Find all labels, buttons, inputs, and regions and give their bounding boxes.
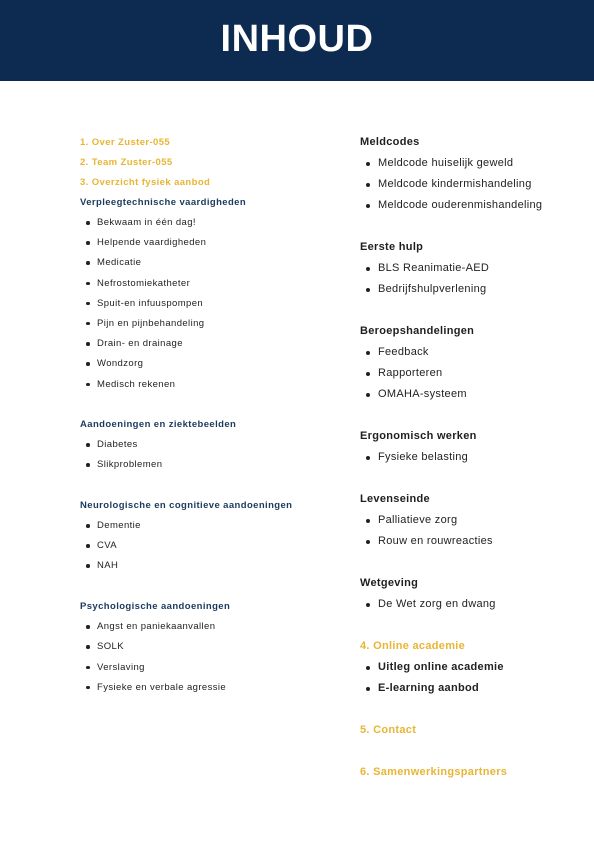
list-item[interactable]: OMAHA-systeem [360, 387, 580, 408]
section-list [360, 345, 580, 408]
section-heading: Wetgeving [360, 577, 419, 589]
section-list [80, 519, 330, 580]
list-item[interactable]: Slikproblemen [80, 458, 330, 478]
toc-link-online-academie[interactable]: 4. Online academie [360, 640, 466, 652]
toc-link-over-zuster[interactable]: 1. Over Zuster-055 [80, 137, 171, 148]
toc-link-samenwerkingspartners[interactable]: 6. Samenwerkingspartners [360, 766, 508, 778]
list-item[interactable]: Verslaving [80, 661, 330, 681]
list-item[interactable]: SOLK [80, 640, 330, 660]
online-academie-list [360, 660, 580, 702]
section-list [80, 438, 330, 478]
list-item[interactable]: Feedback [360, 345, 580, 366]
list-item[interactable]: Bekwaam in één dag! [80, 216, 330, 236]
list-item[interactable]: Spuit-en infuuspompen [80, 297, 330, 317]
toc-link-overzicht-fysiek-aanbod[interactable]: 3. Overzicht fysiek aanbod [80, 177, 211, 188]
page-title: INHOUD [220, 18, 374, 60]
list-item[interactable]: Meldcode ouderenmishandeling [360, 198, 580, 219]
section-heading: Verpleegtechnische vaardigheden [80, 197, 247, 208]
list-item[interactable]: Helpende vaardigheden [80, 236, 330, 256]
list-item[interactable]: Drain- en drainage [80, 337, 330, 357]
list-item[interactable]: Angst en paniekaanvallen [80, 620, 330, 640]
section-heading: Meldcodes [360, 136, 420, 148]
section-list [360, 597, 580, 618]
list-item[interactable]: BLS Reanimatie-AED [360, 261, 580, 282]
list-item[interactable]: Medicatie [80, 256, 330, 276]
list-item[interactable]: Meldcode kindermishandeling [360, 177, 580, 198]
list-item[interactable]: Diabetes [80, 438, 330, 458]
section-heading: Ergonomisch werken [360, 430, 477, 442]
toc-link-team-zuster[interactable]: 2. Team Zuster-055 [80, 157, 173, 168]
section-heading: Levenseinde [360, 493, 430, 505]
list-item[interactable]: Uitleg online academie [360, 660, 580, 681]
list-item[interactable]: CVA [80, 539, 330, 559]
section-heading: Neurologische en cognitieve aandoeningen [80, 500, 293, 512]
section-list [360, 261, 580, 303]
section-heading: Psychologische aandoeningen [80, 601, 231, 613]
section-heading: Aandoeningen en ziektebeelden [80, 419, 237, 431]
list-item[interactable]: Rapporteren [360, 366, 580, 387]
list-item[interactable]: De Wet zorg en dwang [360, 597, 580, 618]
list-item[interactable]: Rouw en rouwreacties [360, 534, 580, 555]
section-heading: Beroepshandelingen [360, 325, 475, 337]
list-item[interactable]: NAH [80, 559, 330, 579]
section-list [360, 156, 580, 219]
list-item[interactable]: Wondzorg [80, 357, 330, 377]
section-list [80, 216, 330, 398]
list-item[interactable]: E-learning aanbod [360, 681, 580, 702]
toc-left-column [80, 136, 330, 701]
list-item[interactable]: Meldcode huiselijk geweld [360, 156, 580, 177]
section-list [360, 513, 580, 555]
toc-link-contact[interactable]: 5. Contact [360, 724, 417, 736]
list-item[interactable]: Pijn en pijnbehandeling [80, 317, 330, 337]
section-list [360, 450, 580, 471]
list-item[interactable]: Palliatieve zorg [360, 513, 580, 534]
toc-right-column [360, 135, 580, 786]
list-item[interactable]: Fysieke en verbale agressie [80, 681, 330, 701]
header-banner [0, 0, 594, 81]
list-item[interactable]: Medisch rekenen [80, 378, 330, 398]
list-item[interactable]: Nefrostomiekatheter [80, 277, 330, 297]
list-item[interactable]: Dementie [80, 519, 330, 539]
section-list [80, 620, 330, 701]
list-item[interactable]: Fysieke belasting [360, 450, 580, 471]
section-heading: Eerste hulp [360, 241, 424, 253]
list-item[interactable]: Bedrijfshulpverlening [360, 282, 580, 303]
